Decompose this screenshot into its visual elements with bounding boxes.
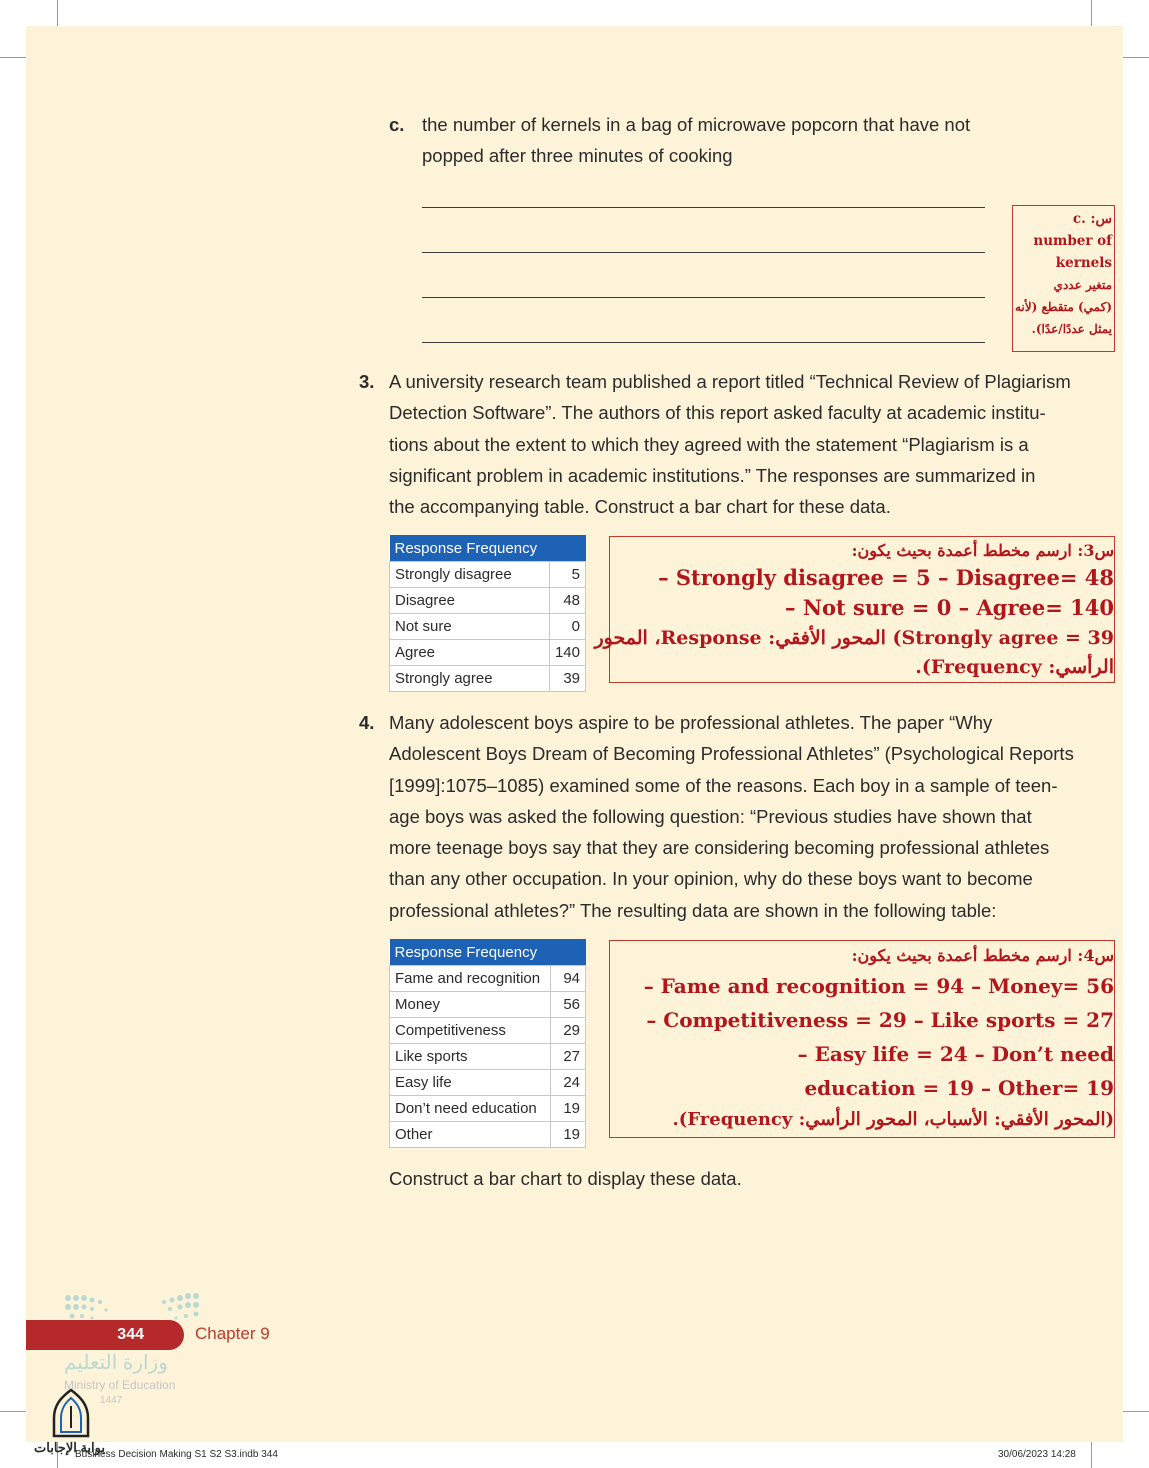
table-cell-value: 39 [549,666,585,692]
text-line: popped after three minutes of cooking [422,145,733,167]
table-cell-label: Don’t need education [390,1096,551,1122]
table-cell-label: Easy life [390,1070,551,1096]
table-row [390,1122,586,1148]
mosque-logo-icon [48,1388,94,1440]
text-line: the accompanying table. Construct a bar chart for these data. [389,496,891,518]
answer-line-text: Competitiveness = 29 – Like sports = 27 – [646,1008,1114,1032]
text-line: A university research team published a report titled “Technical Review of Plagiarism [389,371,1071,392]
table-header: Response Frequency [390,535,586,562]
table-cell-value: 27 [551,1044,586,1070]
answer-line [422,297,985,298]
table-cell-label: Strongly disagree [390,562,550,588]
answer-line [422,207,985,208]
answer-box-q4 [609,940,1115,1138]
note-line: number of [1033,233,1112,249]
text-line: professional athletes?” The resulting data are shown in the following table: [389,899,997,921]
table-cell-value: 29 [551,1018,586,1044]
table-row [390,588,586,614]
answer-line-text: education = 19 – Other= 19 [804,1076,1114,1100]
table-row [390,614,586,640]
answer-line-text: Strongly disagree = 5 – Disagree= 48 – [658,565,1114,590]
table-row [390,1044,586,1070]
table-cell-value: 0 [549,614,585,640]
table-cell-value: 94 [551,966,586,992]
note-line: س: .c [1072,211,1112,227]
crop-mark [0,57,26,58]
question-3-text [389,366,1071,522]
text-line: age boys was asked the following question: “Previous studies have shown that [389,805,1032,827]
answer-line-text: Easy life = 24 – Don’t need – [797,1042,1114,1066]
text-line: more teenage boys say that they are considering becoming professional athletes [389,837,1050,859]
answer-line-text: Not sure = 0 – Agree= 140 – [785,595,1114,620]
question-4-text [389,707,1074,926]
table-cell-value: 24 [551,1070,586,1096]
answer-note-c [1012,205,1115,352]
table-cell-label: Disagree [390,588,550,614]
footer-date: 30/06/2023 14:28 [998,1449,1076,1460]
text-line: significant problem in academic institutions.” The responses are summarized in [389,464,1036,486]
crop-mark [1123,1411,1149,1412]
crop-mark [1123,57,1149,58]
q4-closing-text: Construct a bar chart to display these data. [389,1168,742,1189]
table-cell-label: Agree [390,640,550,666]
answer-line-text: (المحور الأفقي: الأسباب، المحور الرأسي: Frequency). [672,1109,1114,1130]
answer-line-text: Strongly agree = 39) المحور الأفقي: Response، المحور [594,627,1114,649]
answer-box-q3 [594,536,1115,683]
table-cell-label: Strongly agree [390,666,550,692]
table-row [390,1070,586,1096]
part-c-label: c. [389,114,405,135]
crop-mark [57,0,58,26]
question-3-number: 3. [359,371,375,392]
table-row [390,966,586,992]
text-line: Adolescent Boys Dream of Becoming Professional Athletes” (Psychological Reports [389,743,1074,765]
text-line: than any other occupation. In your opinion, why do these boys want to become [389,868,1033,890]
text-line: tions about the extent to which they agreed with the statement “Plagiarism is a [389,433,1029,455]
answer-line [422,252,985,253]
table-cell-value: 19 [551,1122,586,1148]
table-cell-value: 19 [551,1096,586,1122]
table-row [390,562,586,588]
answer-line [422,342,985,343]
ministry-name-english: Ministry of Education [64,1378,176,1392]
text-line: the number of kernels in a bag of microwave popcorn that have not [422,114,971,135]
table-cell-label: Competitiveness [390,1018,551,1044]
ministry-year: 1447 [100,1395,123,1406]
answer-line-text: Fame and recognition = 94 – Money= 56 – [643,974,1114,998]
q3-frequency-table [389,535,586,692]
answer-line-text: س4: ارسم مخطط أعمدة بحيث يكون: [851,946,1114,965]
note-line: (كمي) متقطع (لأنه [1014,300,1112,314]
table-cell-value: 56 [551,992,586,1018]
note-line: kernels [1055,255,1112,271]
answer-line-text: س3: ارسم مخطط أعمدة بحيث يكون: [851,541,1114,560]
table-row [390,640,586,666]
ministry-name-arabic: وزارة التعليم [64,1352,168,1374]
note-line: يمثل عددًا/عدًا). [1031,322,1112,336]
crop-mark [1091,1442,1092,1468]
q4-frequency-table [389,939,586,1148]
table-header: Response Frequency [390,939,586,966]
question-4-number: 4. [359,712,375,733]
table-row [390,666,586,692]
text-line: Detection Software”. The authors of this report asked faculty at academic institu- [389,402,1046,424]
watermark-text: بوابة الإجابات [34,1440,105,1455]
table-cell-label: Fame and recognition [390,966,551,992]
text-line: Many adolescent boys aspire to be professional athletes. The paper “Why [389,712,993,733]
table-row [390,1096,586,1122]
crop-mark [0,1411,26,1412]
chapter-label: Chapter 9 [195,1324,270,1343]
table-cell-label: Money [390,992,551,1018]
table-cell-label: Not sure [390,614,550,640]
table-row [390,992,586,1018]
table-cell-value: 5 [549,562,585,588]
footer-file-name: Business Decision Making S1 S2 S3.indb 344 [75,1449,278,1460]
page-number-chip: 344 [26,1320,184,1350]
table-cell-value: 48 [549,588,585,614]
table-cell-value: 140 [549,640,585,666]
part-c-text [422,109,985,172]
table-row [390,1018,586,1044]
answer-line-text: الرأسي: Frequency). [915,656,1114,678]
crop-mark [1091,0,1092,26]
table-cell-label: Like sports [390,1044,551,1070]
note-line: متغير عددي [1053,278,1112,292]
text-line: [1999]:1075–1085) examined some of the reasons. Each boy in a sample of teen- [389,774,1058,796]
table-cell-label: Other [390,1122,551,1148]
